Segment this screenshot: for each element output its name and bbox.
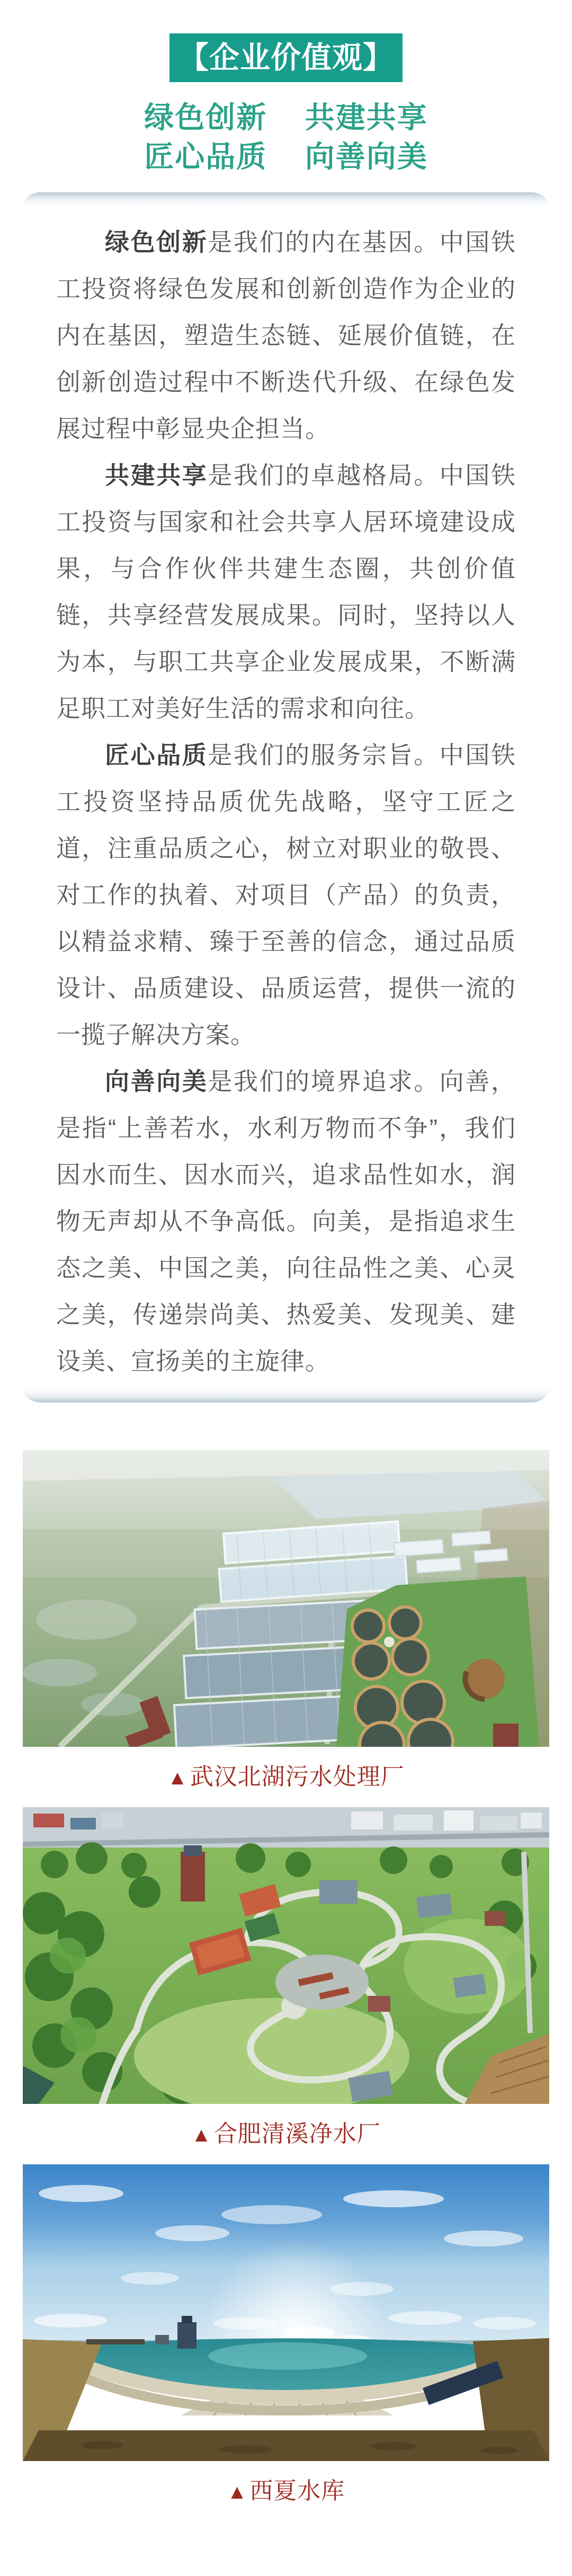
paragraph-term: 向善向美 [105, 1068, 208, 1095]
paragraph-term: 共建共享 [105, 461, 208, 489]
reservoir-illustration [23, 2164, 549, 2461]
photo-reservoir [23, 2164, 549, 2461]
paragraph-goodness-beauty [56, 1058, 516, 1384]
paragraph-text: 是我们的境界追求。向善，是指“上善若水，水利万物而不争”，我们因水而生、因水而兴，追求品性如水，润物无声却从不争高低。向美，是指追求生态之美、中国之美，向往品性之美、心灵之美，传递崇尚美、热爱美、发现美、建设美、宣扬美的主旋律。 [56, 1068, 516, 1375]
triangle-marker-icon: ▲ [167, 1767, 188, 1789]
paragraph-green-innovation [56, 219, 516, 452]
caption-hefei-qingxi [0, 2118, 572, 2152]
value-goodness-beauty: 向善向美 [305, 140, 428, 173]
triangle-marker-icon: ▲ [227, 2481, 248, 2503]
values-description-card [21, 192, 551, 1402]
caption-label: 西夏水库 [249, 2478, 345, 2504]
paragraph-term: 匠心品质 [105, 741, 208, 769]
value-craftsman-quality: 匠心品质 [144, 140, 267, 173]
caption-xixia-reservoir [0, 2475, 572, 2509]
caption-label: 武汉北湖污水处理厂 [190, 1764, 405, 1790]
photo-aerial-park [23, 1807, 549, 2104]
park-waterworks-illustration [23, 1807, 549, 2104]
section-title-text: 【企业价值观】 [178, 41, 394, 75]
paragraph-co-build-share [56, 452, 516, 732]
caption-wuhan-beihu [0, 1761, 572, 1795]
figure-hefei-qingxi-plant [0, 1807, 572, 2152]
values-row-2 [0, 137, 572, 176]
bottom-spacer [0, 2509, 572, 2533]
photo-aerial-wastewater-plant [23, 1450, 549, 1747]
figure-wuhan-beihu-plant [0, 1450, 572, 1795]
figure-xixia-reservoir [0, 2164, 572, 2509]
section-title-badge [169, 33, 403, 82]
paragraph-text: 是我们的内在基因。中国铁工投资将绿色发展和创新创造作为企业的内在基因，塑造生态链、延展价值链，在创新创造过程中不断迭代升级、在绿色发展过程中彰显央企担当。 [56, 228, 516, 442]
values-row-1 [0, 98, 572, 137]
corporate-values [0, 98, 572, 176]
caption-label: 合肥清溪净水厂 [213, 2121, 381, 2147]
paragraph-craftsman-quality [56, 732, 516, 1058]
wastewater-plant-illustration [23, 1450, 549, 1747]
paragraph-term: 绿色创新 [105, 228, 208, 256]
value-co-build-share: 共建共享 [305, 101, 428, 134]
value-green-innovation: 绿色创新 [144, 101, 267, 134]
triangle-marker-icon: ▲ [191, 2124, 212, 2146]
paragraph-text: 是我们的服务宗旨。中国铁工投资坚持品质优先战略，坚守工匠之道，注重品质之心，树立对职业的敬畏、对工作的执着、对项目（产品）的负责，以精益求精、臻于至善的信念，通过品质设计、品质建设、品质运营，提供一流的一揽子解决方案。 [56, 741, 516, 1049]
paragraph-text: 是我们的卓越格局。中国铁工投资与国家和社会共享人居环境建设成果，与合作伙伴共建生态圈，共创价值链，共享经营发展成果。同时，坚持以人为本，与职工共享企业发展成果，不断满足职工对美好生活的需求和向往。 [56, 461, 516, 722]
